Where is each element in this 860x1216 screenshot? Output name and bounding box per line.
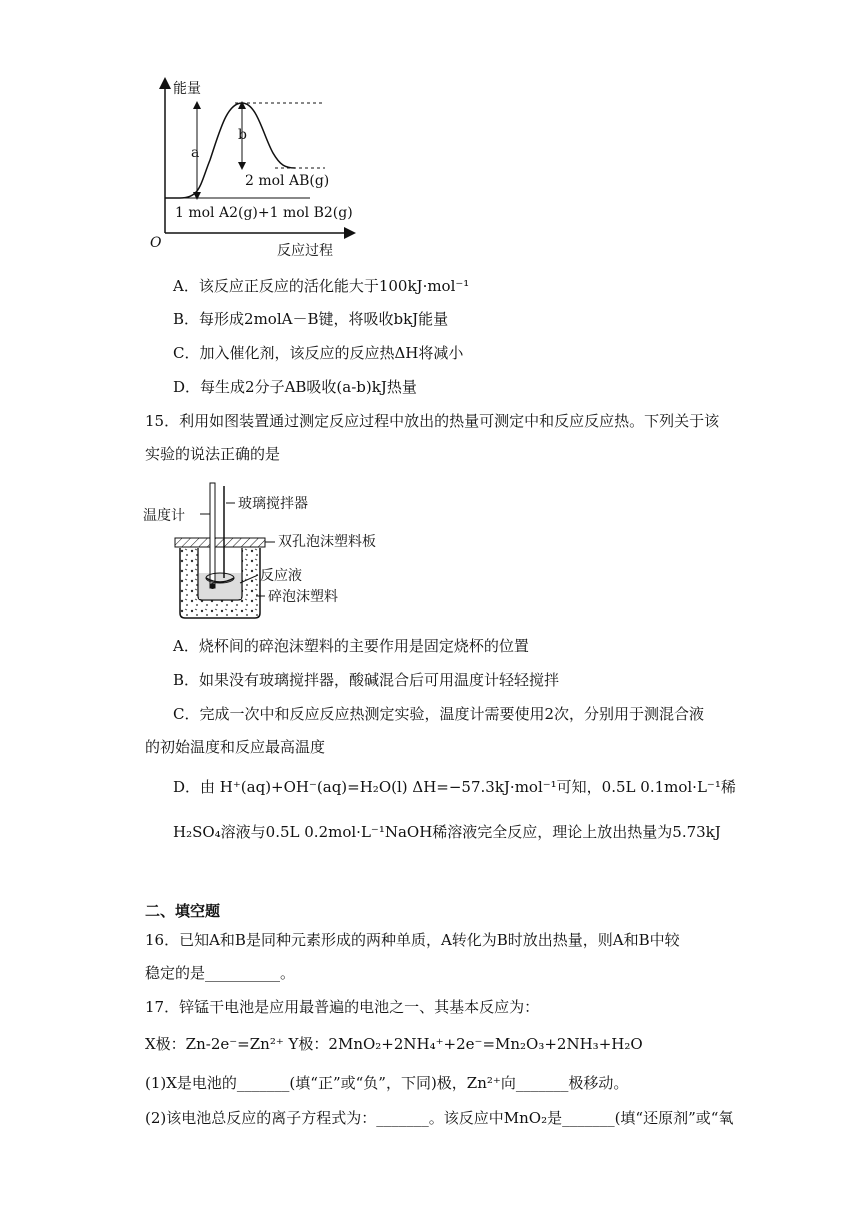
q17-line1: 17．锌锰干电池是应用最普遍的电池之一、其基本反应为： <box>145 998 540 1016</box>
thermometer <box>210 483 215 588</box>
origin-label: O <box>150 235 162 251</box>
q15-option-d-line2: H₂SO₄溶液与0.5L 0.2mol·L⁻¹NaOH稀溶液完全反应，理论上放出热量为5.73kJ <box>173 823 721 841</box>
q15-option-d-line1: D．由 H⁺(aq)+OH⁻(aq)=H₂O(l) ΔH=−57.3kJ·mol⁻¹可知，0.5L 0.1mol·L⁻¹稀 <box>173 778 736 796</box>
q14-option-d: D．每生成2分子AB吸收(a-b)kJ热量 <box>173 378 417 396</box>
y-axis-label: 能量 <box>173 81 201 97</box>
q14-option-c: C．加入催化剂，该反应的反应热ΔH将减小 <box>173 344 464 362</box>
x-axis-label: 反应过程 <box>277 243 333 259</box>
product-label: 2 mol AB(g) <box>245 173 330 189</box>
label-foam: 碎泡沫塑料 <box>268 589 338 605</box>
energy-diagram <box>145 75 365 260</box>
q15-stem-line2: 实验的说法正确的是 <box>145 445 281 463</box>
q17-line4: (2)该电池总反应的离子方程式为：_______。该反应中MnO₂是_______(填“还原剂”或“氧 <box>145 1109 734 1127</box>
foam-board <box>175 538 265 547</box>
label-board: 双孔泡沫塑料板 <box>278 534 376 550</box>
q15-option-b: B．如果没有玻璃搅拌器，酸碱混合后可用温度计轻轻搅拌 <box>173 671 560 689</box>
q15-stem-line1: 15．利用如图装置通过测定反应过程中放出的热量可测定中和反应反应热。下列关于该 <box>145 412 720 430</box>
q17-line3: (1)X是电池的_______(填“正”或“负”，下同)极，Zn²⁺向_______极移动。 <box>145 1074 629 1092</box>
label-stirrer: 玻璃搅拌器 <box>238 496 308 512</box>
label-liquid: 反应液 <box>260 568 302 584</box>
reactant-label: 1 mol A2(g)+1 mol B2(g) <box>175 205 353 221</box>
q16-line2: 稳定的是__________。 <box>145 964 296 982</box>
label-b: b <box>238 127 247 143</box>
q16-line1: 16．已知A和B是同种元素形成的两种单质，A转化为B时放出热量，则A和B中较 <box>145 931 680 949</box>
label-a: a <box>191 145 200 161</box>
label-thermometer: 温度计 <box>143 508 185 524</box>
q15-option-c-line2: 的初始温度和反应最高温度 <box>145 738 326 756</box>
q17-line2: X极：Zn-2e⁻=Zn²⁺ Y极：2MnO₂+2NH₄⁺+2e⁻=Mn₂O₃+2NH₃+H₂O <box>145 1035 643 1053</box>
section-heading: 二、填空题 <box>145 902 221 920</box>
q15-option-a: A．烧杯间的碎泡沫塑料的主要作用是固定烧杯的位置 <box>173 637 529 655</box>
calorimeter-figure <box>140 478 400 623</box>
q15-option-c-line1: C．完成一次中和反应反应热测定实验，温度计需要使用2次，分别用于测混合液 <box>173 705 705 723</box>
q14-option-a: A．该反应正反应的活化能大于100kJ·mol⁻¹ <box>173 277 470 295</box>
q14-option-b: B．每形成2molA－B键，将吸收bkJ能量 <box>173 310 449 328</box>
